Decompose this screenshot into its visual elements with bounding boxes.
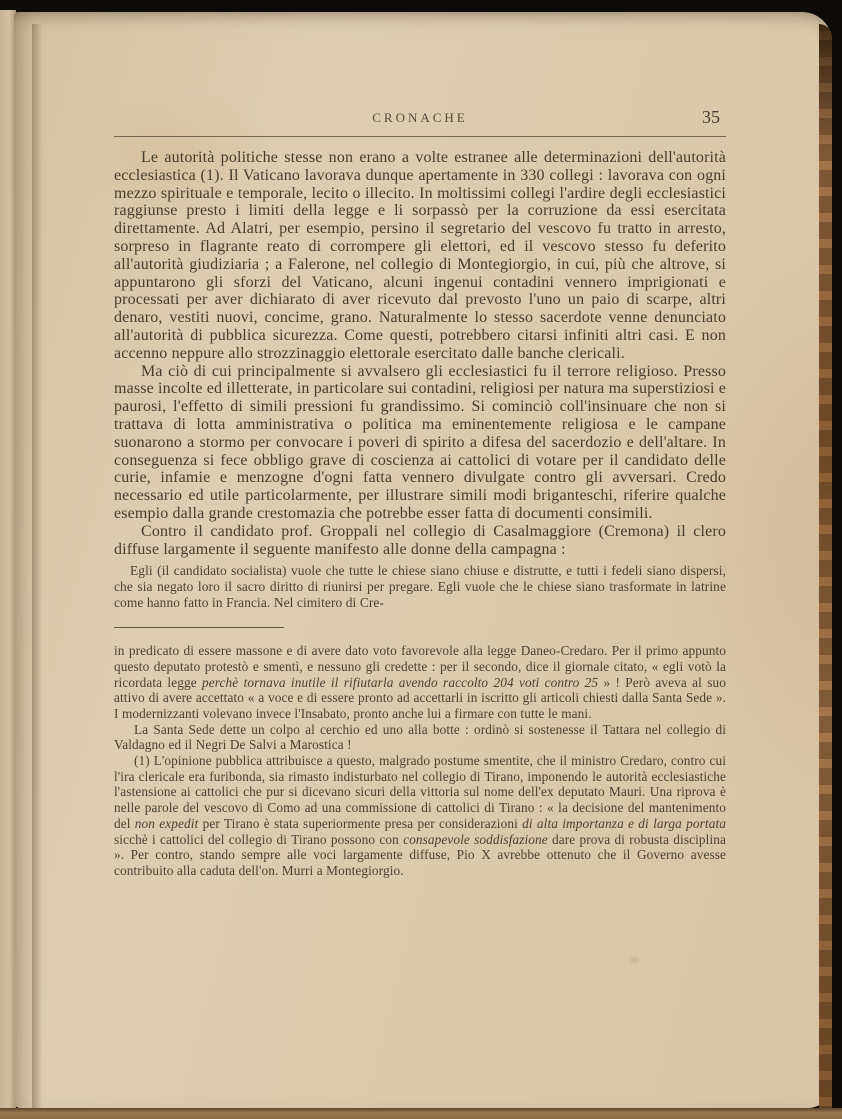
paragraph-religious-terror: Ma ciò di cui principalmente si avvalsero gli ecclesiastici fu il terrore religioso. Presso masse incolte ed illetterate, in particolare sui contadini, religiosi per natura ma superstiziosi e paurosi, l'effetto di simili pressioni fu grandissimo. Si cominciò coll'insinuare che non si trattava di lotta amministrativa o politica ma eminentemente religiosa e le campane suonarono a stormo per convocare i poveri di spirito a difesa del sacerdozio e dell'altare. In conseguenza si fece obbligo grave di coscienza ai cattolici di votare per il candidato delle curie, infamie e menzogne d'ogni fatta vennero divulgate contro gli avversari. Credo necessario ed utile particolarmente, per illustrare simili modi briganteschi, riferire qualche esempio dalla grande crestomazia che potrebbe esser fatta di documenti consimili.: [114, 362, 726, 522]
page-content: [114, 107, 727, 879]
running-header-title: CRONACHE: [372, 110, 468, 125]
book-page: [14, 12, 832, 1108]
footnote-1-italic-3: consapevole soddisfazione: [403, 831, 548, 847]
book-bottom-edge: [0, 1108, 842, 1119]
running-header: [114, 107, 726, 132]
manifesto-quote: [114, 563, 726, 610]
footnote-1-text-4: dare prova di robusta disciplina ». Per contro, stando sempre alle voci largamente diffuse, Pio X avrebbe ottenuto che il Governo avesse contribuito alla caduta dell'on. Murri a Montegiorgio.: [114, 831, 726, 878]
paragraph-groppali-manifesto-intro: Contro il candidato prof. Groppali nel collegio di Casalmaggiore (Cremona) il clero diffuse largamente il seguente manifesto alle donne della campagna :: [114, 522, 726, 558]
footnote-1-text-3: sicchè i cattolici del collegio di Tirano possono con: [114, 831, 404, 847]
footnote-continuation-italic-1: perchè tornava inutile il rifiutarla avendo raccolto 204 voti contro 25: [202, 674, 599, 690]
gutter-crease: [32, 24, 42, 1119]
footnote-1-text-2: per Tirano è stata superiormente presa per considerazioni: [198, 815, 523, 831]
footnote-continuation-text-2: » ! Però aveva al suo attivo di avere accettato « a voce e di essere pronto ad accettarli in iscritto gli articoli chiesti dalla Santa Sede ». I modernizzanti volevano invece l'Insabato, pronto anche lui a firmare con tutte le mani.: [114, 674, 726, 721]
footnote-continuation-text-1: in predicato di essere massone e di avere dato voto favorevole alla legge Daneo-Credaro. Per il primo appunto questo deputato protestò e smentì, e nessuno gli credette : per il secondo, dice il giornale citato, « egli votò la ricordata legge: [114, 643, 726, 690]
paragraph-electoral-corruption: Le autorità politiche stesse non erano a volte estranee alle determinazioni dell'autorità ecclesiastica (1). Il Vaticano lavorava dunque apertamente in 330 collegi : lavorava con ogni mezzo spirituale e temporale, lecito o illecito. In moltissimi collegi l'ardire degli ecclesiastici raggiunse presto i limiti della legge e li sorpassò per la corruzione da essi esercitata direttamente. Ad Alatri, per esempio, persino il segretario del vescovo fu tratto in arresto, sorpreso in flagrante reato di corrompere gli elettori, ed il vescovo stesso fu deferito all'autorità giudiziaria ; a Falerone, nel collegio di Montegiorgio, in cui, più che altrove, si appuntarono gli sforzi del Vaticano, alcuni ingenui contadini vennero imprigionati e processati per aver dichiarato di aver ricevuto dal prevosto l'uno un paio di scarpe, altri denaro, vestiti nuovi, concime, grano. Naturalmente lo stesso sacerdote venne denunciato all'autorità di pubblica sicurezza. Come questi, potrebbero citarsi infiniti altri casi. E non accenno neppure allo strozzinaggio elettorale esercitato dalle banche clericali.: [114, 149, 726, 362]
header-rule: [114, 136, 726, 137]
footnote-santa-sede: La Santa Sede dette un colpo al cerchio ed uno alla botte : ordinò si sostenesse il Tattara nel collegio di Valdagno ed il Negri De Salvi a Marostica !: [114, 721, 726, 753]
footnote-1-italic-2: di alta importanza e di larga portata: [522, 815, 727, 831]
manifesto-quote-text: Egli (il candidato socialista) vuole che tutte le chiese siano chiuse e distrutte, e tutti i fedeli siano dispersi, che sia negato loro il sacro diritto di riunirsi per pregare. Egli vuole che le chiese siano trasformate in latrine come hanno fatto in Francia. Nel cimitero di Cre-: [114, 563, 726, 610]
main-text: [114, 149, 726, 558]
footnote-1-text-1: (1) L'opinione pubblica attribuisce a questo, malgrado postume smentite, che il ministro Credaro, contro cui l'ira clericale era furibonda, sia rimasto indisturbato nel collegio di Tirano, imponendo le autorità ecclesiastiche l'astensione ai cattolici che pur si dicevano sicuri della vittoria sul nome dell'ex deputato Mauri. Una riprova è nelle parole del vescovo di Como ad una commissione di cattolici di Tirano : « la decisione del mantenimento del: [114, 753, 726, 831]
footnote-continuation: [114, 643, 726, 722]
page-number: 35: [702, 107, 720, 127]
footnote-separator: [114, 627, 284, 628]
footnote-1-italic-1: non expedit: [134, 815, 199, 831]
footnotes: [114, 643, 726, 879]
footnote-1: [114, 753, 726, 879]
page-deckle-edge: [819, 24, 832, 1119]
